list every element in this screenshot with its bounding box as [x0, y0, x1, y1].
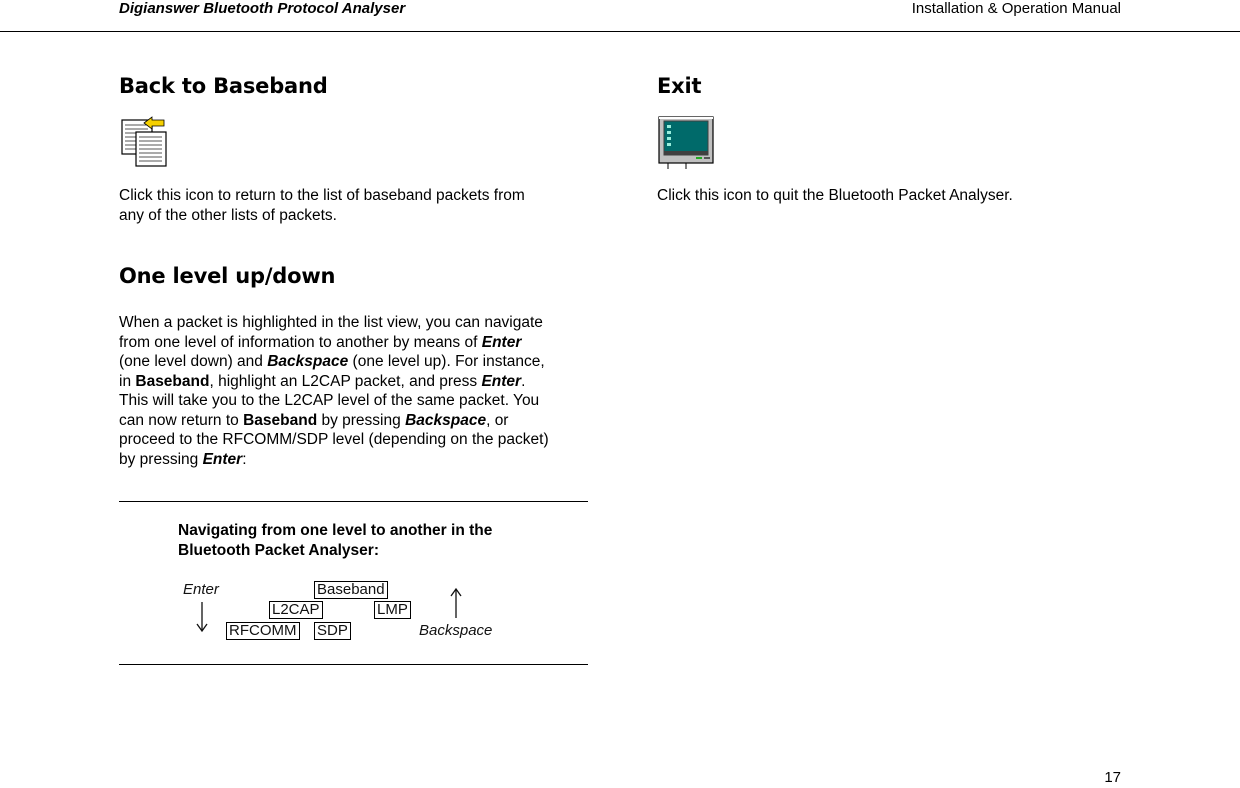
- back-to-baseband-icon[interactable]: [120, 116, 170, 173]
- exit-description: Click this icon to quit the Bluetooth Packet Analyser.: [657, 187, 1013, 204]
- header-divider: [0, 31, 1240, 32]
- navigation-instructions: When a packet is highlighted in the list view, you can navigate from one level of information to another by means of Enter (one level down) and Backspace (one level up). For instance, in Baseband, highlight an L2CAP packet, and press Enter. This will take you to the L2CAP level of the same packet. You can now return to Baseband by pressing Backspace, or proceed to the RFCOMM/SDP level (depending on the packet) by pressing Enter:: [119, 314, 549, 468]
- exit-monitor-icon[interactable]: [658, 116, 716, 175]
- up-arrow-icon: [448, 587, 464, 624]
- manual-title: Installation & Operation Manual: [911, 0, 1121, 17]
- lmp-level-box: LMP: [374, 601, 411, 619]
- l2cap-level-box: L2CAP: [269, 601, 323, 619]
- exit-heading: Exit: [657, 74, 702, 98]
- document-title: Digianswer Bluetooth Protocol Analyser: [119, 0, 406, 17]
- baseband-level-box: Baseband: [314, 581, 388, 599]
- enter-key-label: Enter: [183, 581, 219, 598]
- back-to-baseband-description: Click this icon to return to the list of baseband packets from any of the other lists of packets.: [119, 187, 525, 224]
- figure-bottom-rule: [119, 664, 588, 665]
- sdp-level-box: SDP: [314, 622, 351, 640]
- down-arrow-icon: [194, 601, 210, 638]
- rfcomm-level-box: RFCOMM: [226, 622, 300, 640]
- one-level-up-down-heading: One level up/down: [119, 264, 336, 288]
- backspace-key-label: Backspace: [419, 622, 493, 639]
- figure-caption: Navigating from one level to another in the Bluetooth Packet Analyser:: [178, 522, 493, 559]
- figure-top-rule: [119, 501, 588, 502]
- page-number: 17: [1104, 769, 1121, 786]
- back-to-baseband-heading: Back to Baseband: [119, 74, 328, 98]
